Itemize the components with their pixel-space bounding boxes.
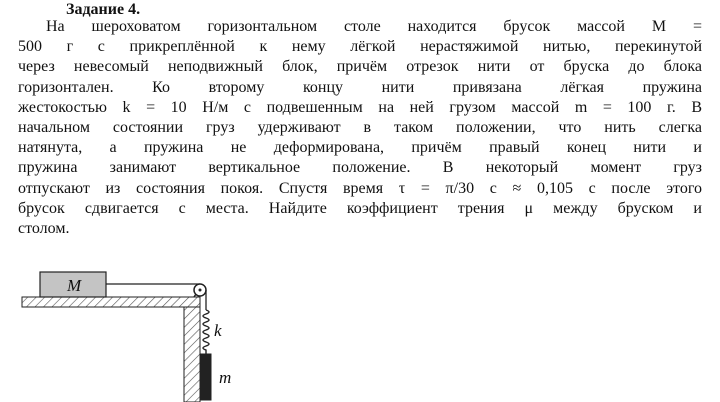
task-line: отпускают из состояния покоя. Спустя время τ = π/30 с ≈ 0,105 с после этого	[18, 179, 702, 197]
task-line: столом.	[18, 220, 70, 238]
task-line: жестокостью k = 10 Н/м с подвешенным на ней грузом массой m = 100 г. В	[18, 98, 702, 116]
task-line: На шероховатом горизонтальном столе находится брусок массой M =	[46, 18, 702, 35]
task-line: натянута, а пружина не деформирована, причём правый конец нити и	[18, 139, 702, 157]
pulley-axle	[199, 289, 202, 292]
task-title: Задание 4.	[66, 1, 141, 18]
task-line: начальном состоянии груз удерживают в таком положении, что нить слегка	[18, 119, 702, 137]
spring-label: k	[214, 321, 222, 340]
task-line: пружина занимают вертикальное положение. В некоторый момент груз	[18, 159, 702, 177]
task-line: брусок сдвигается с места. Найдите коэффициент трения μ между бруском и	[18, 199, 702, 217]
task-line: 500 г с прикреплённой к нему лёгкой нерастяжимой нитью, перекинутой	[18, 38, 702, 56]
block-label: M	[67, 276, 82, 295]
spring	[203, 310, 209, 354]
task-text	[18, 17, 702, 239]
weight-label: m	[219, 368, 232, 387]
table-leg	[184, 307, 200, 402]
table-surface	[22, 297, 200, 307]
task-line: через невесомый неподвижный блок, причём отрезок нити от бруска до блока	[18, 58, 702, 76]
weight-m	[201, 354, 211, 400]
physics-figure	[14, 268, 254, 402]
task-line: горизонтален. Ко второму концу нити привязана лёгкая пружина	[18, 78, 702, 96]
